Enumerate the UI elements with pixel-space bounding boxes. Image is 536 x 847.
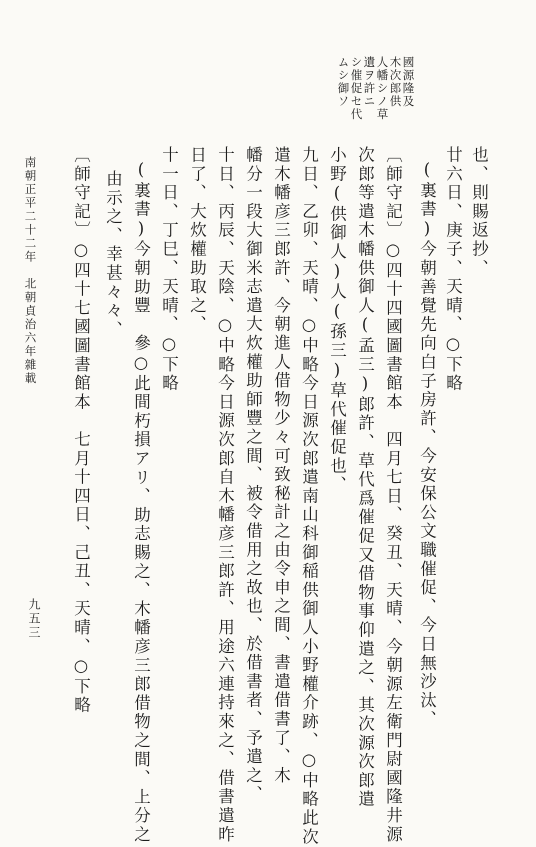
- text-column-9: 幡分一段大御米志遣大炊權助師豐之間、被令借用之故也、於借書者、予遣之、: [243, 146, 263, 804]
- text-column-15: 〔師守記〕○四十七國圖書館本 七月十四日、己丑、天晴、○下略: [71, 146, 91, 715]
- text-column-7: 九日、乙卯、天晴、○中略今日源次郎遣南山科御稲供御人小野權介跡、○中略此次: [299, 146, 319, 847]
- margin-note-line-1: 國源隆及: [401, 56, 416, 108]
- margin-note-line-4: 遺ヲ許ニ: [362, 56, 377, 108]
- text-column-8: 遣木幡彦三郎許、今朝進人借物少々可致秘計之由令申之間、書遣借書了、木: [271, 146, 291, 786]
- text-column-13: (裏書)今朝助豐 參○此間朽損アリ、助志賜之、木幡彦三郎借物之間、上分之: [131, 160, 151, 845]
- text-column-2: 廿六日、庚子、天晴、○下略: [443, 146, 463, 393]
- margin-note-line-5: シ催促セ代: [349, 56, 364, 121]
- margin-note-line-3: 人幡シノ草: [375, 56, 390, 121]
- margin-note-line-6: ムシ御ソ: [336, 56, 351, 108]
- text-column-1: 也、則賜返抄、: [469, 146, 489, 278]
- text-column-10: 十日、丙辰、天陰、○中略今日源次郎自木幡彦三郎許、用途六連持來之、借書遣昨: [215, 146, 235, 845]
- text-column-4: 〔師守記〕○四十四國圖書館本 四月七日、癸丑、天晴、今朝源左衛門尉國隆井源: [383, 146, 403, 845]
- text-column-11: 日了、大炊權助取之、: [187, 146, 207, 334]
- text-column-5: 次郎等遣木幡供御人(孟三)郎許、草代爲催促又借物事仰遣之、其次源次郎遣: [355, 146, 375, 809]
- text-column-14: 由示之、幸甚々々、: [103, 170, 123, 340]
- page-number: 九五三: [27, 598, 41, 640]
- text-column-6: 小野(供御人)人(孫三)草代催促也、: [327, 146, 347, 495]
- running-head: 南朝正平二十二年 北朝貞治六年雜載: [23, 156, 38, 386]
- text-column-12: 十一日、丁巳、天晴、○下略: [159, 146, 179, 393]
- text-column-3: (裏書)今朝善覺先向白子房許、今安保公文職催促、今日無沙汰、: [417, 160, 437, 729]
- margin-note-line-2: 木次郎供: [388, 56, 403, 108]
